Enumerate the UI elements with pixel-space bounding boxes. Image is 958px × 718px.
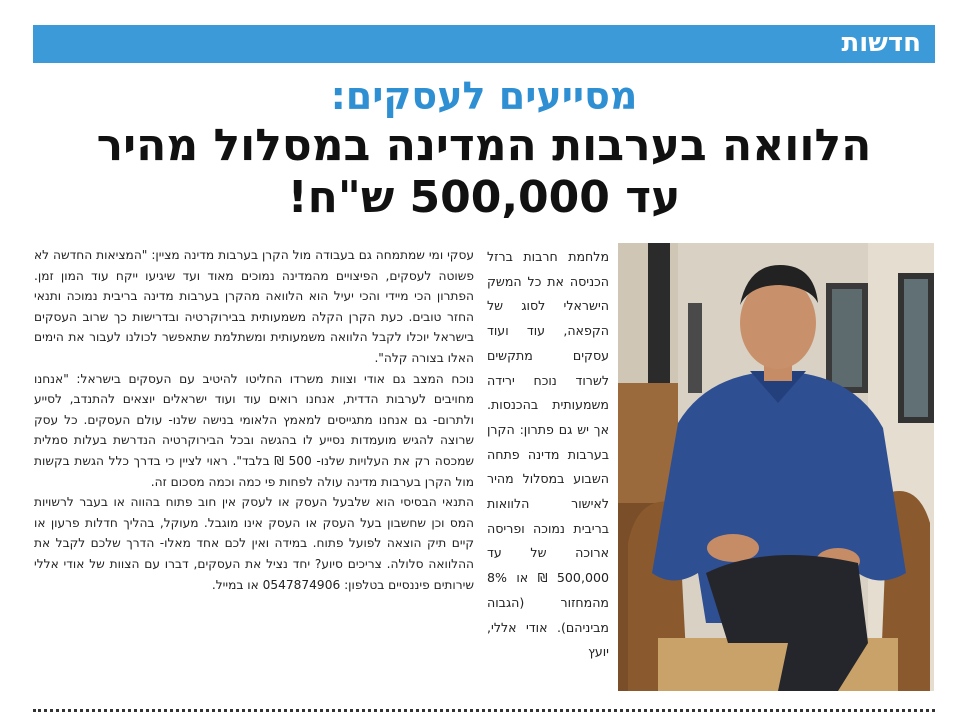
article-headline — [33, 72, 935, 224]
headline-title-line1: הלוואה בערבות המדינה במסלול מהיר — [96, 120, 872, 171]
headline-title-line2: עד 500,000 ש"ח! — [287, 172, 681, 223]
section-label: חדשות — [841, 28, 921, 58]
bottom-dotted-divider — [33, 709, 935, 712]
article-paragraph-2: נוכח המצב גם אודי וצוות משרדו החליטו להיטיב עם העסקים בישראל: "אנחנו מחויבים לערבות הדדית, אנחנו רואים עוד ועוד ישראלים יוצאים להתנדב, לסייע ולתרום- גם אנחנו מתגייסים למאמץ הלאומי בנישה שלנו- עולם העסקים. כל עסק שרוצה להגיש מועמדות נסייע לו בהגשה ובכל הבירוקרטיה הנדרשת בעלות סמלית שמכסה רק את העלויות שלנו- 500 ₪ בלבד". ראוי לציין כי בדרך כלל הגשת בקשות מול הקרן בערבות מדינה עולה לפחות פי כמה וכמה מסכום זה. — [34, 371, 474, 489]
headline-kicker: מסייעים לעסקים: — [330, 74, 638, 118]
section-banner — [33, 25, 935, 63]
article-photo — [618, 243, 934, 691]
article-paragraph-1: עסקי ומי שמתמחה גם בעבודה מול הקרן בערבות מדינה מציין: "המציאות החדשה לא פשוטה לעסקים, הפיצויים מהמדינה נמוכים מאוד ועד שיגיעו ייקח עוד המון זמן. הפתרון הכי מיידי והכי יעיל הוא הלוואה מהקרן בערבות מדינה בריבית נמוכה ותנאי החזר טובים. כעת הקרן הקלה משמעותית בבירוקרטיה ובדרישות כך שרוב העסקים בישראל יוכלו לקבל הלוואה משמעותית ומשתלמת שתאפשר לכולנו לעבור את הימים האלו בצורה קלה". — [34, 248, 474, 365]
article-column-left — [34, 245, 474, 690]
article-column-right: מלחמת חרבות ברזל הכניסה את כל המשק הישראלי לסוג של הקפאה, עוד ועוד עסקים מתקשים לשרוד נוכח ירידה משמעותית בהכנסות. אך יש גם פתרון: הקרן בערבות מדינה פתחה השבוע במסלול מהיר לאישור הלוואות בריבית נמוכה ופריסה ארוכה של עד 500,000 ₪ או 8% מהמחזור (הגבוה מביניהם). אודי אללי, יועץ — [487, 249, 609, 660]
article-paragraph-3: התנאי הבסיסי הוא שלבעל העסק או לעסק אין חוב פתוח בהווה או בעבר לרשויות המס וכן שחשבון בעל העסק או העסק אינו מוגבל. מעוקל, בהליך חדלות פרעון או קיים תיק הוצאה לפועל פתוח. במידה ואין לכם אחד מאלו- הדרך שלכם לקבל את ההלוואה סלולה. צריכים סיוע? יחד נציל את העסקים, דברו עם הצוות של אודי אללי שירותים פיננסיים בטלפון: 0547874906 או במייל. — [34, 495, 474, 592]
